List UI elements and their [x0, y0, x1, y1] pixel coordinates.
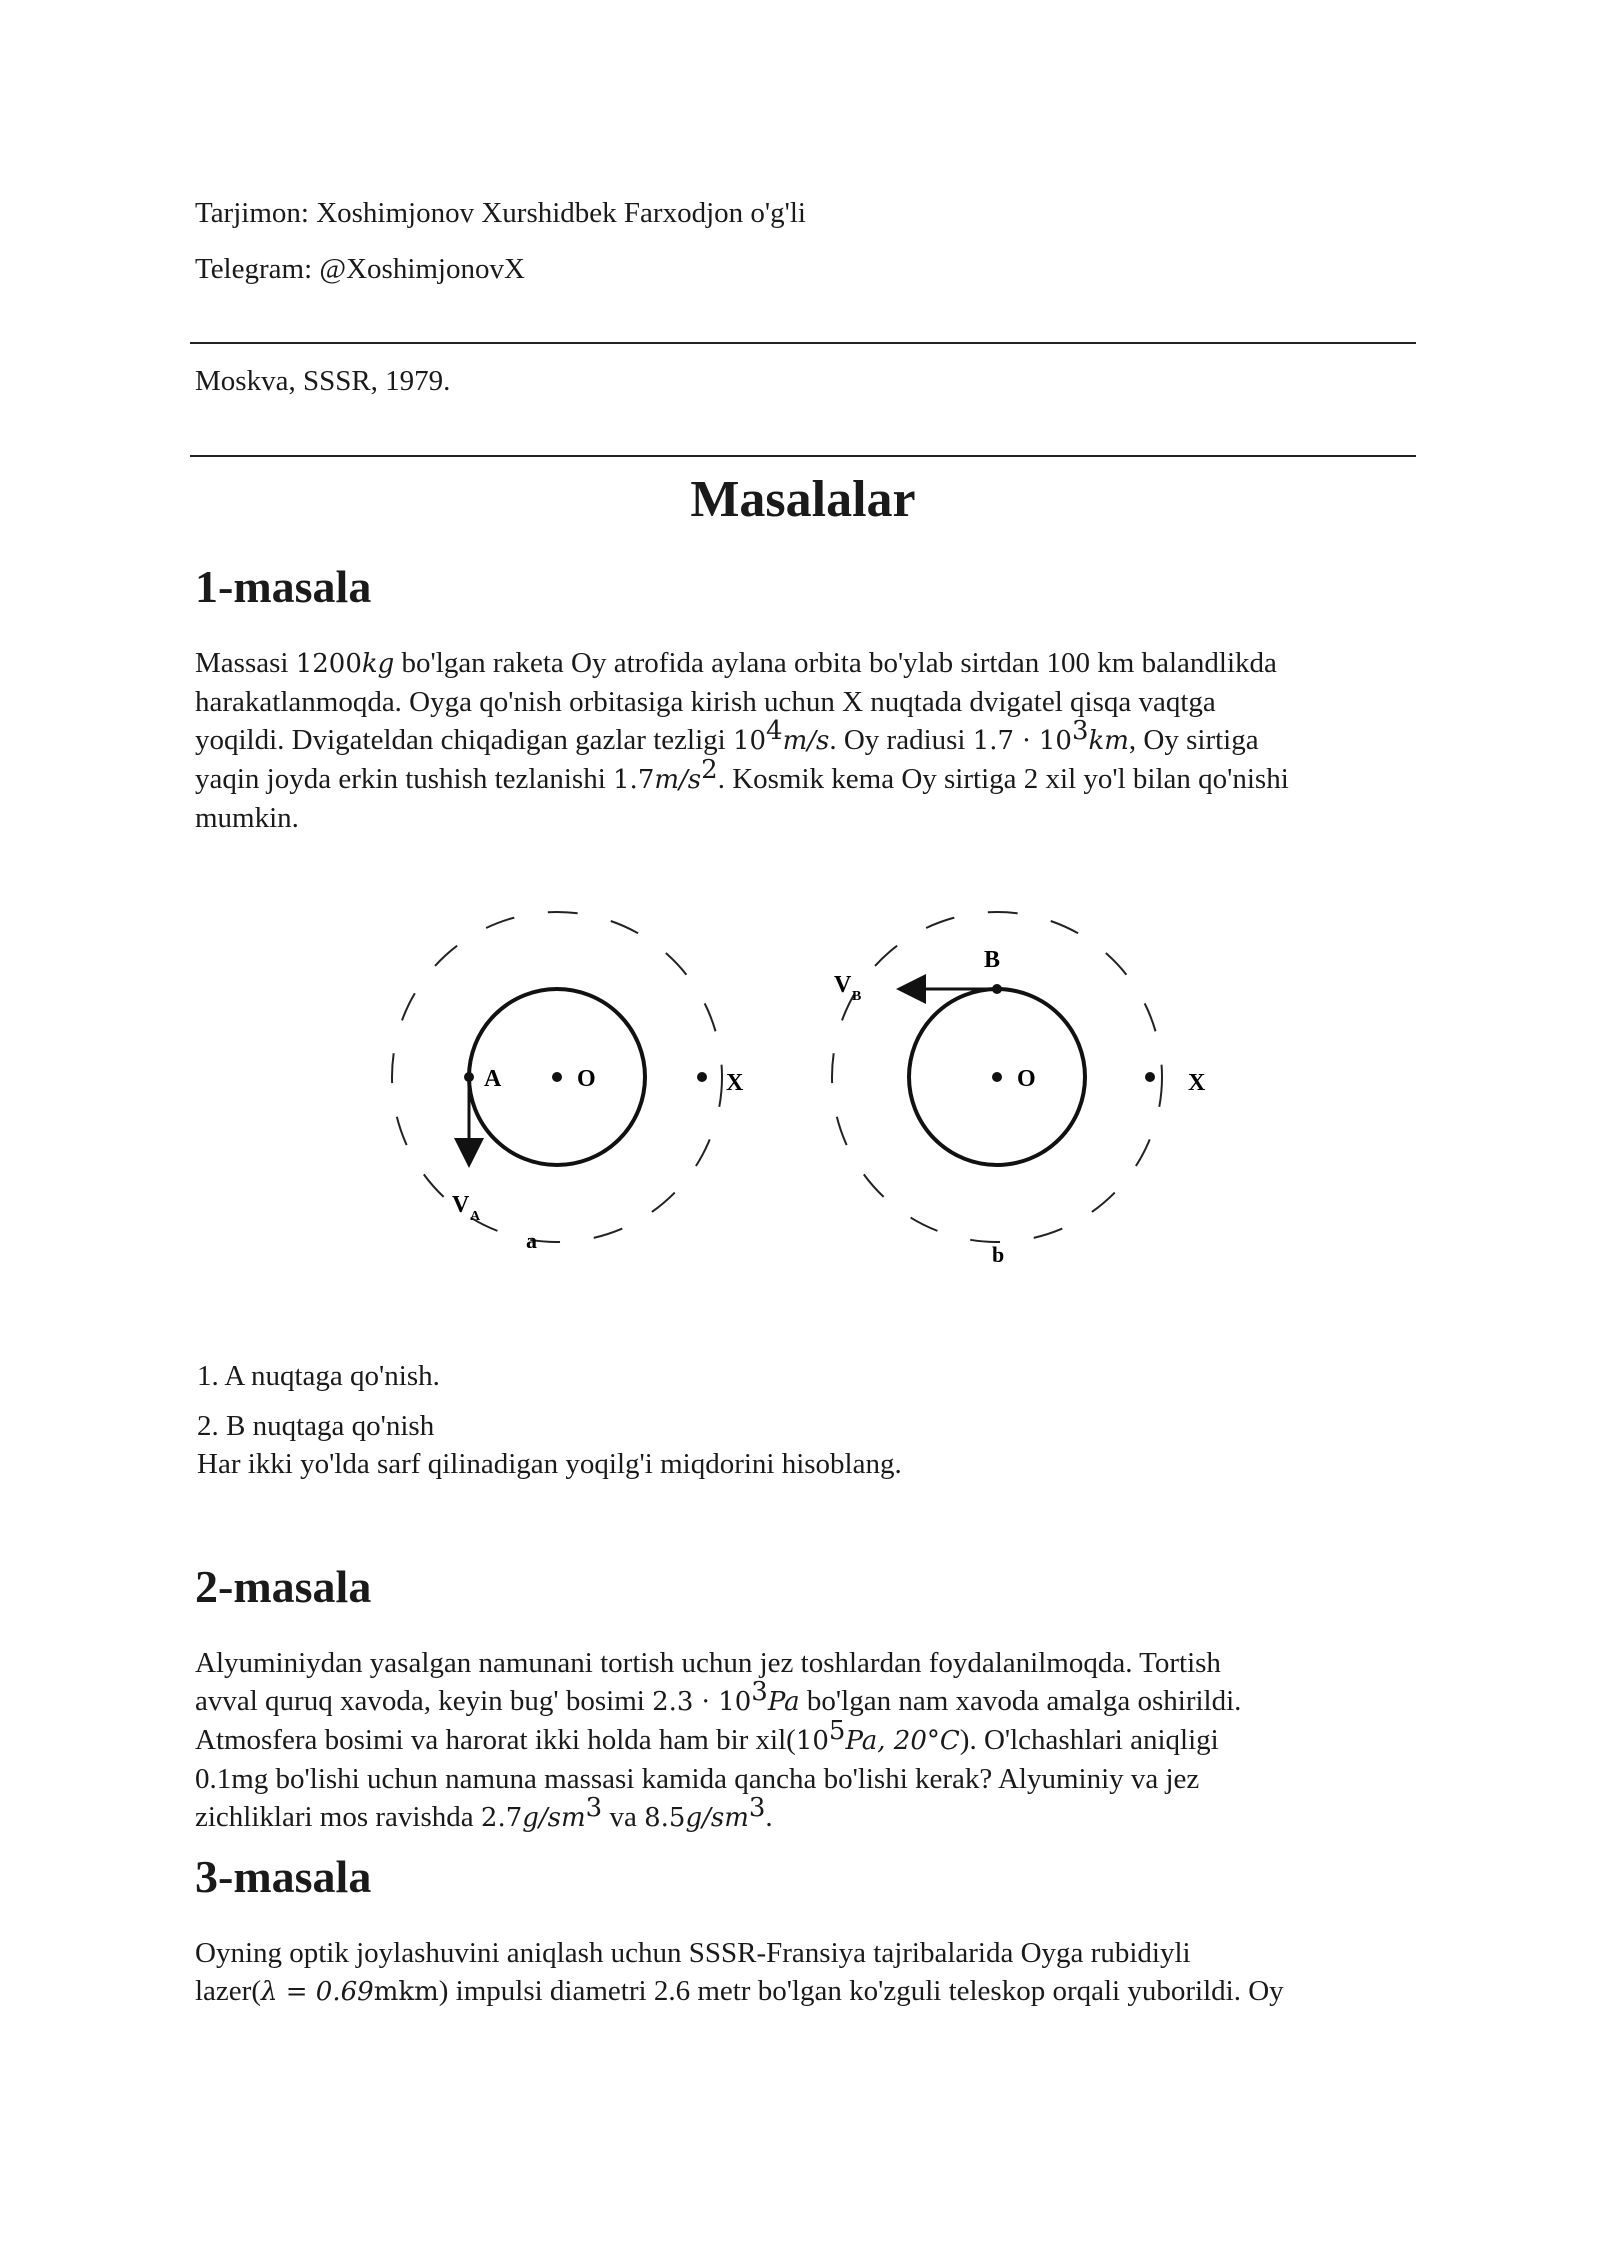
velocity-a-label: V: [452, 1192, 470, 1218]
divider: [190, 455, 1416, 457]
problem-1-text: [195, 644, 1289, 837]
diagram-b: [832, 912, 1206, 1267]
center-b-label: O: [1017, 1066, 1036, 1092]
orbit-figure: [380, 900, 1260, 1300]
velocity-b-sub: B: [852, 989, 862, 1004]
x-b-dot: [1145, 1072, 1155, 1082]
page-title: Masalalar: [690, 471, 916, 528]
place-year: Moskva, SSSR, 1979.: [195, 365, 451, 397]
text-line: Massasi 1200kg bo'lgan raketa Oy atrofida aylana orbita bo'ylab sirtdan 100 km balandlikda: [195, 647, 1277, 679]
text-line: harakatlanmoqda. Oyga qo'nish orbitasiga kirish uchun X nuqtada dvigatel qisqa vaqtga: [195, 686, 1216, 718]
point-b-label: B: [984, 947, 1001, 973]
text-line: Oyning optik joylashuvini aniqlash uchun SSSR-Fransiya tajribalarida Oyga rubidiyli: [195, 1937, 1191, 1969]
velocity-b-label: V: [834, 972, 852, 998]
center-b-dot: [992, 1072, 1002, 1082]
translator-line: Tarjimon: Xoshimjonov Xurshidbek Farxodjon o'g'li: [195, 197, 806, 229]
problem-3-heading: 3-masala: [195, 1851, 372, 1902]
caption-a: a: [526, 1228, 537, 1253]
question-text: Har ikki yo'lda sarf qilinadigan yoqilg'i miqdorini hisoblang.: [197, 1448, 902, 1480]
point-a-label: A: [484, 1066, 502, 1092]
problem-2-heading: 2-masala: [195, 1561, 372, 1612]
center-a-label: O: [577, 1066, 596, 1092]
velocity-a-sub: A: [470, 1209, 481, 1224]
x-a-label: X: [726, 1070, 744, 1096]
diagram-a: [392, 912, 744, 1253]
list-item: 2. B nuqtaga qo'nish: [197, 1410, 435, 1442]
x-b-label: X: [1188, 1070, 1206, 1096]
text-line: Atmosfera bosimi va harorat ikki holda ham bir $xil(10^5Pa$, 20°C). O'lchashlari aniqligi: [195, 1716, 1219, 1756]
x-a-dot: [697, 1072, 707, 1082]
text-line: avval quruq xavoda, keyin bug' bosimi $2.3 \cdot 10^3Pa$ bo'lgan nam xavoda amalga oshirildi.: [195, 1677, 1242, 1717]
list-item: 1. A nuqtaga qo'nish.: [197, 1360, 440, 1392]
text-line: yoqildi. Dvigateldan chiqadigan gazlar tezligi $10^4m/s$. Oy radiusi $1.7 \cdot 10^3km$, Oy sirtiga: [195, 716, 1259, 756]
text-line: Alyuminiydan yasalgan namunani tortish uchun jez toshlardan foydalanilmoqda. Tortish: [195, 1647, 1221, 1679]
problem-3-text: [195, 1934, 1284, 2011]
telegram-line: Telegram: @XoshimjonovX: [195, 253, 525, 285]
problem-2-text: [195, 1644, 1241, 1837]
text-line: zichliklari mos ravishda $2.7g/sm^3$ va $8.5g/sm^3$.: [195, 1793, 773, 1833]
divider: [190, 342, 1416, 344]
text-line: yaqin joyda erkin tushish tezlanishi $1.7m/s^2$. Kosmik kema Oy sirtiga 2 xil yo'l bilan qo'nishi: [195, 755, 1289, 795]
text-line: 0.1mg bo'lishi uchun namuna massasi kamida qancha bo'lishi kerak? Alyuminiy va jez: [195, 1763, 1200, 1795]
problem-1-heading: 1-masala: [195, 561, 372, 612]
text-line: mumkin.: [195, 802, 299, 834]
center-a-dot: [552, 1072, 562, 1082]
text-line: lazer(λ = 0.69mkm) impulsi diametri 2.6 metr bo'lgan ko'zguli teleskop orqali yuborildi. Oy: [195, 1975, 1284, 2007]
caption-b: b: [992, 1242, 1005, 1267]
